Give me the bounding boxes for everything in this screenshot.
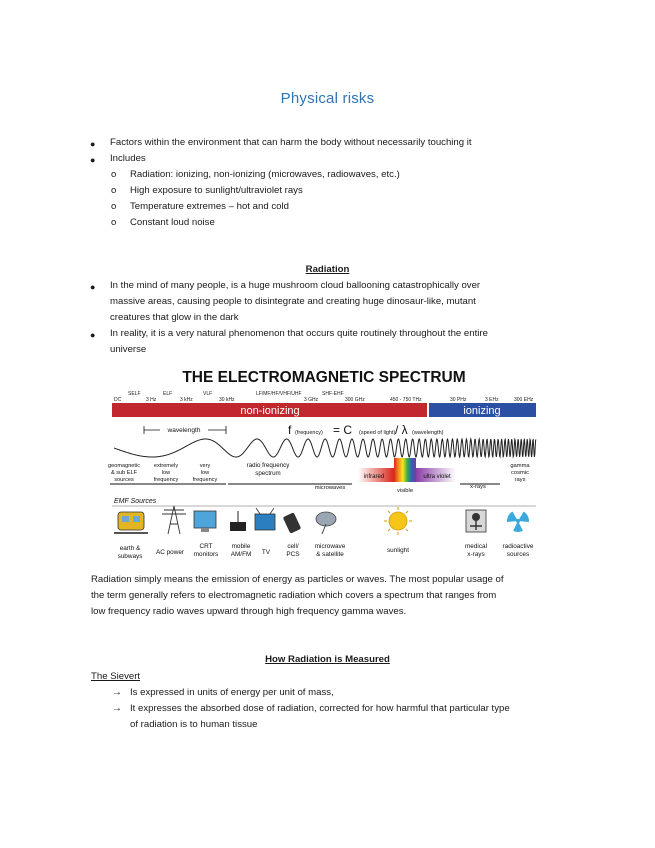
formula-c-sub: (speed of light) xyxy=(359,430,396,436)
band-label: cosmic xyxy=(510,470,530,476)
cell-phone-icon xyxy=(283,512,301,533)
bullet-text-line: massive areas, causing people to disintegrate and creating huge dinosaur-like, mutant xyxy=(110,296,476,307)
freq-label: DC xyxy=(114,397,122,403)
emf-sources-label: EMF Sources xyxy=(114,498,157,505)
bullet-marker: ● xyxy=(90,139,96,149)
band-label: & sub ELF xyxy=(110,470,138,476)
freq-label: SELF xyxy=(128,391,141,397)
sub-marker: o xyxy=(111,217,117,228)
bullet-text-line: In reality, it is a very natural phenomenon that occurs quite routinely throughout the entire xyxy=(110,328,488,339)
bullet-marker: ● xyxy=(90,282,96,292)
power-tower-icon xyxy=(162,506,186,534)
freq-label: SHF-EHF xyxy=(322,391,344,397)
sub-marker: o xyxy=(111,201,117,212)
section-heading-measured: How Radiation is Measured xyxy=(265,654,390,665)
monitor-icon xyxy=(194,511,216,532)
source-label: radioactive xyxy=(502,543,534,550)
band-label: very xyxy=(199,463,211,469)
band-label: infrared xyxy=(363,474,385,480)
source-label: x-rays xyxy=(467,551,485,558)
sub-item: Temperature extremes – hot and cold xyxy=(130,201,289,212)
bullet-text-line: In the mind of many people, is a huge mushroom cloud ballooning catastrophically over xyxy=(110,280,481,291)
formula-lambda: / λ xyxy=(395,423,408,437)
sub-item: Constant loud noise xyxy=(130,217,215,228)
band-label: visible xyxy=(396,488,414,494)
formula-eq: = C xyxy=(333,423,353,437)
source-label: sources xyxy=(506,551,530,558)
sub-item: High exposure to sunlight/ultraviolet rays xyxy=(130,185,303,196)
band-label: rays xyxy=(514,477,526,483)
sun-icon xyxy=(384,507,412,535)
bullet-text-line: creatures that glow in the dark xyxy=(110,312,239,323)
band-label: radio frequency xyxy=(246,462,290,469)
sub-marker: o xyxy=(111,169,117,180)
band-label: x-rays xyxy=(470,484,486,490)
arrow-marker: → xyxy=(112,703,122,714)
source-label: PCS xyxy=(286,551,300,558)
freq-label: 300 GHz xyxy=(345,397,365,403)
xray-icon xyxy=(466,510,486,532)
paragraph-line: the term generally refers to electromagnetic radiation which covers a spectrum that ranges from xyxy=(91,590,497,601)
bullet-text-line: universe xyxy=(110,344,147,355)
paragraph-line: Radiation simply means the emission of energy as particles or waves. The most popular usage of xyxy=(91,574,504,585)
source-label: microwave xyxy=(314,543,346,550)
formula-l-sub: (wavelength) xyxy=(412,430,444,436)
source-label: AM/FM xyxy=(230,551,252,558)
sub-marker: o xyxy=(111,185,117,196)
radio-icon xyxy=(230,511,246,531)
source-label: sunlight xyxy=(386,547,410,554)
freq-label: 3 EHz xyxy=(485,397,499,403)
measured-item-line: It expresses the absorbed dose of radiation, corrected for how harmful that particular type xyxy=(130,703,510,714)
radioactive-icon xyxy=(507,509,529,532)
spectrum-title: THE ELECTROMAGNETIC SPECTRUM xyxy=(182,369,466,386)
source-label: subways xyxy=(117,553,143,560)
band-label: extremely xyxy=(153,463,179,469)
freq-label: LF/MF/HF/VHF/UHF xyxy=(256,391,302,397)
bullet-text: Factors within the environment that can harm the body without necessarily touching it xyxy=(110,137,472,148)
formula-f: f xyxy=(288,423,292,437)
band-label: ultra violet xyxy=(423,474,451,480)
paragraph-line: low frequency radio waves upward through high frequency gamma waves. xyxy=(91,606,407,617)
source-label: mobile xyxy=(231,543,251,550)
ionizing-label: ionizing xyxy=(463,405,501,417)
band-label: sources xyxy=(114,477,134,483)
freq-label: 3 Hz xyxy=(146,397,157,403)
bullet-marker: ● xyxy=(90,330,96,340)
visible-band xyxy=(394,458,416,482)
arrow-marker: → xyxy=(112,687,122,698)
wavelength-label: wavelength xyxy=(167,427,201,434)
freq-label: ELF xyxy=(163,391,173,397)
train-icon xyxy=(114,512,148,534)
electromagnetic-spectrum-figure xyxy=(108,364,540,570)
section-heading-radiation: Radiation xyxy=(305,264,350,275)
band-label: frequency xyxy=(192,477,218,483)
wave-line xyxy=(114,439,536,457)
measured-item-line: Is expressed in units of energy per unit of mass, xyxy=(130,687,334,698)
satellite-dish-icon xyxy=(316,512,336,534)
freq-label: VLF xyxy=(203,391,213,397)
source-label: monitors xyxy=(193,551,219,558)
band-label: low xyxy=(200,470,210,476)
band-label: microwaves xyxy=(314,485,346,491)
source-label: CRT xyxy=(199,543,213,550)
source-label: & satellite xyxy=(316,551,344,558)
subheading-sievert: The Sievert xyxy=(91,671,141,682)
source-label: AC power xyxy=(155,549,185,556)
band-label: spectrum xyxy=(255,470,281,477)
freq-label: 3 kHz xyxy=(180,397,193,403)
bullet-text: Includes xyxy=(110,153,146,164)
freq-label: 3 GHz xyxy=(304,397,319,403)
freq-label: 450 - 750 THz xyxy=(390,397,422,403)
freq-label: 300 EHz xyxy=(514,397,534,403)
band-label: geomagnetic xyxy=(108,463,141,469)
bullet-marker: ● xyxy=(90,155,96,165)
source-label: cell/ xyxy=(287,543,299,550)
band-label: low xyxy=(161,470,171,476)
band-label: frequency xyxy=(153,477,179,483)
source-label: TV xyxy=(261,549,271,556)
sub-item: Radiation: ionizing, non-ionizing (microwaves, radiowaves, etc.) xyxy=(130,169,400,180)
page-title: Physical risks xyxy=(280,90,375,107)
source-label: earth & xyxy=(119,545,141,552)
tv-icon xyxy=(255,508,275,530)
freq-label: 30 kHz xyxy=(219,397,235,403)
source-label: medical xyxy=(464,543,488,550)
measured-item-line: of radiation is to human tissue xyxy=(130,719,258,730)
non-ionizing-label: non-ionizing xyxy=(240,405,300,417)
freq-label: 30 PHz xyxy=(450,397,467,403)
band-label: gamma xyxy=(510,463,530,469)
formula-f-sub: (frequency) xyxy=(295,430,323,436)
